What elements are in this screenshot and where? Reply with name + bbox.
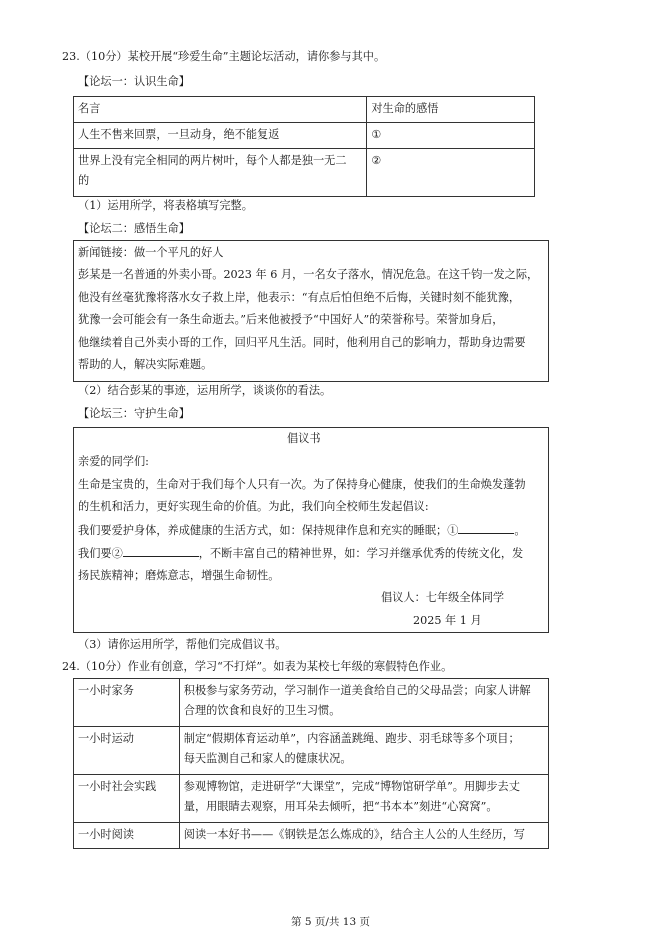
question-1: （1）运用所学，将表格填写完整。 <box>78 199 253 212</box>
table-header-insight: 对生命的感悟 <box>367 97 535 123</box>
forum2-title: 【论坛二：感悟生命】 <box>78 222 190 235</box>
proposal-paragraph-line: 生命是宝贵的，生命对于我们每个人只有一次。为了保持身心健康，使我们的生命焕发蓬勃 <box>78 478 526 491</box>
forum1-title: 【论坛一：认识生命】 <box>78 75 190 88</box>
homework-table <box>73 678 549 849</box>
table-row <box>74 727 549 775</box>
proposal-paragraph-line: 我们要② ，不断丰富自己的精神世界，如：学习并继承优秀的传统文化，发 <box>78 547 524 560</box>
proposal-paragraph-line: 扬民族精神；磨炼意志，增强生命韧性。 <box>78 569 280 582</box>
proposal-date: 2025 年 1 月 <box>413 614 482 627</box>
homework-desc: 制定“假期体育运动单”，内容涵盖跳绳、跑步、羽毛球等多个项目； 每天监测自己和家人的健康状况。 <box>179 727 548 775</box>
q23-stem: 23.（10分）某校开展“珍爱生命”主题论坛活动，请你参与其中。 <box>62 50 386 63</box>
blank-1[interactable] <box>458 523 514 534</box>
table-cell-quote: 人生不售来回票，一旦动身，绝不能复返 <box>74 123 367 149</box>
news-paragraph-line: 彭某是一名普通的外卖小哥。2023 年 6 月，一名女子落水，情况危急。在这千钧一发之际， <box>78 268 539 281</box>
news-paragraph-line: 犹豫一会可能会有一条生命逝去。”后来他被授予“中国好人”的荣誉称号。荣誉加身后， <box>78 313 504 326</box>
question-3: （3）请你运用所学，帮他们完成倡议书。 <box>78 638 287 651</box>
forum3-title: 【论坛三：守护生命】 <box>78 407 190 420</box>
news-paragraph-line: 帮助的人，解决实际难题。 <box>78 358 213 371</box>
news-paragraph-line: 他继续着自己外卖小哥的工作，回归平凡生活。同时，他利用自己的影响力，帮助身边需要 <box>78 336 526 349</box>
homework-name: 一小时社会实践 <box>74 775 180 823</box>
homework-name: 一小时运动 <box>74 727 180 775</box>
blank-2-marker: ② <box>111 547 123 560</box>
proposal-heading: 倡议书 <box>287 432 321 445</box>
proposal-paragraph-line: 的生机和活力，更好实现生命的价值。为此，我们向全校师生发起倡议: <box>78 500 429 513</box>
table-row <box>74 123 535 149</box>
table-header-quote: 名言 <box>74 97 367 123</box>
news-paragraph-line: 他没有丝毫犹豫将落水女子救上岸，他表示：“有点后怕但绝不后悔，关键时刻不能犹豫， <box>78 291 521 304</box>
homework-desc: 参观博物馆，走进研学“大课堂”，完成“博物馆研学单”。用脚步去丈 量，用眼睛去观察，用耳朵去倾听，把“书本本”刻进“心窝窝”。 <box>179 775 548 823</box>
table-row <box>74 149 535 197</box>
page-footer: 第 5 页/共 13 页 <box>291 916 370 928</box>
homework-desc: 积极参与家务劳动，学习制作一道美食给自己的父母品尝；向家人讲解 合理的饮食和良好的卫生习惯。 <box>179 679 548 727</box>
proposal-greeting: 亲爱的同学们: <box>78 455 149 468</box>
q24-stem: 24.（10分）作业有创意，学习“不打烊”。如表为某校七年级的寒假特色作业。 <box>62 660 453 673</box>
homework-name: 一小时阅读 <box>74 823 180 849</box>
proposal-signer: 倡议人：七年级全体同学 <box>381 591 505 604</box>
answer-cell[interactable]: ② <box>367 149 535 197</box>
homework-desc: 阅读一本好书——《钢铁是怎么炼成的》，结合主人公的人生经历，写 <box>179 823 548 849</box>
blank-1-marker: ① <box>447 524 459 537</box>
homework-name: 一小时家务 <box>74 679 180 727</box>
table-row <box>74 775 549 823</box>
table-row <box>74 823 549 849</box>
proposal-paragraph-line: 我们要爱护身体，养成健康的生活方式，如：保持规律作息和充实的睡眠；① 。 <box>78 524 526 537</box>
answer-cell[interactable]: ① <box>367 123 535 149</box>
table-cell-quote: 世界上没有完全相同的两片树叶，每个人都是独一无二 的 <box>74 149 367 197</box>
news-headline: 新闻链接：做一个平凡的好人 <box>78 246 224 259</box>
forum1-table <box>73 96 535 197</box>
question-2: （2）结合彭某的事迹，运用所学，谈谈你的看法。 <box>78 384 332 397</box>
blank-2[interactable] <box>123 546 199 557</box>
table-row <box>74 679 549 727</box>
